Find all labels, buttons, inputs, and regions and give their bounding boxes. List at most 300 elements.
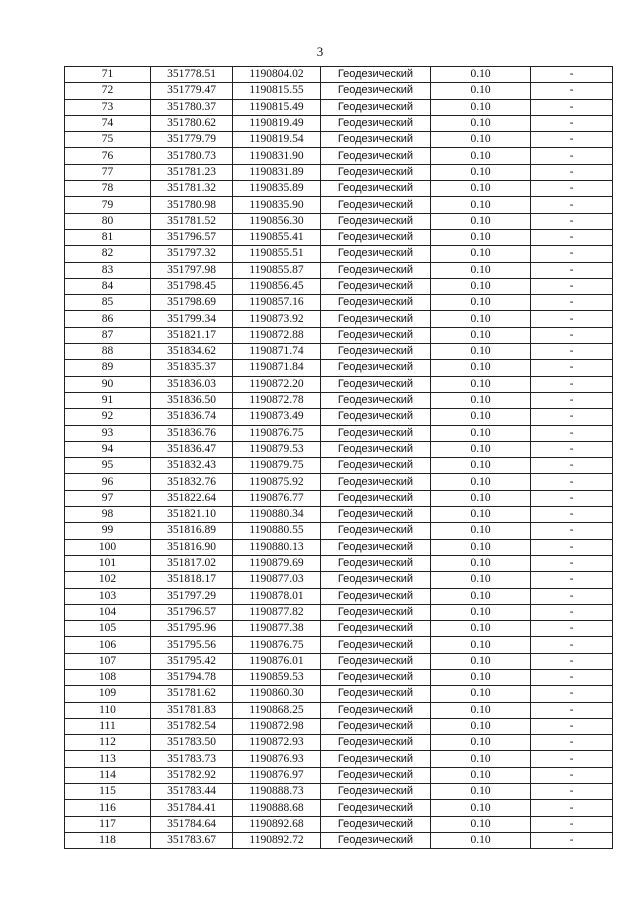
x-coordinate-cell: 351795.42: [151, 653, 233, 669]
description-cell: -: [531, 458, 613, 474]
description-cell: -: [531, 311, 613, 327]
y-coordinate-cell: 1190835.90: [233, 197, 321, 213]
accuracy-cell: 0.10: [431, 425, 531, 441]
point-number-cell: 102: [65, 572, 151, 588]
x-coordinate-cell: 351779.79: [151, 132, 233, 148]
x-coordinate-cell: 351836.50: [151, 392, 233, 408]
y-coordinate-cell: 1190815.49: [233, 99, 321, 115]
accuracy-cell: 0.10: [431, 99, 531, 115]
x-coordinate-cell: 351836.03: [151, 376, 233, 392]
x-coordinate-cell: 351784.41: [151, 800, 233, 816]
description-cell: -: [531, 327, 613, 343]
method-cell: Геодезический: [321, 653, 431, 669]
description-cell: -: [531, 148, 613, 164]
point-number-cell: 72: [65, 83, 151, 99]
x-coordinate-cell: 351778.51: [151, 67, 233, 83]
y-coordinate-cell: 1190856.45: [233, 278, 321, 294]
description-cell: -: [531, 425, 613, 441]
table-row: [65, 360, 613, 376]
method-cell: Геодезический: [321, 67, 431, 83]
accuracy-cell: 0.10: [431, 311, 531, 327]
accuracy-cell: 0.10: [431, 360, 531, 376]
x-coordinate-cell: 351781.32: [151, 181, 233, 197]
table-row: [65, 572, 613, 588]
description-cell: -: [531, 784, 613, 800]
accuracy-cell: 0.10: [431, 83, 531, 99]
method-cell: Геодезический: [321, 376, 431, 392]
method-cell: Геодезический: [321, 115, 431, 131]
x-coordinate-cell: 351780.62: [151, 115, 233, 131]
point-number-cell: 76: [65, 148, 151, 164]
method-cell: Геодезический: [321, 767, 431, 783]
table-row: [65, 816, 613, 832]
y-coordinate-cell: 1190859.53: [233, 669, 321, 685]
point-number-cell: 83: [65, 262, 151, 278]
accuracy-cell: 0.10: [431, 278, 531, 294]
point-number-cell: 73: [65, 99, 151, 115]
x-coordinate-cell: 351780.37: [151, 99, 233, 115]
table-row: [65, 164, 613, 180]
x-coordinate-cell: 351822.64: [151, 490, 233, 506]
method-cell: Геодезический: [321, 621, 431, 637]
x-coordinate-cell: 351832.76: [151, 474, 233, 490]
y-coordinate-cell: 1190855.87: [233, 262, 321, 278]
x-coordinate-cell: 351782.54: [151, 718, 233, 734]
x-coordinate-cell: 351781.23: [151, 164, 233, 180]
method-cell: Геодезический: [321, 392, 431, 408]
accuracy-cell: 0.10: [431, 197, 531, 213]
y-coordinate-cell: 1190876.93: [233, 751, 321, 767]
point-number-cell: 104: [65, 604, 151, 620]
point-number-cell: 114: [65, 767, 151, 783]
table-row: [65, 588, 613, 604]
y-coordinate-cell: 1190877.03: [233, 572, 321, 588]
accuracy-cell: 0.10: [431, 621, 531, 637]
method-cell: Геодезический: [321, 474, 431, 490]
description-cell: -: [531, 344, 613, 360]
accuracy-cell: 0.10: [431, 327, 531, 343]
y-coordinate-cell: 1190879.53: [233, 441, 321, 457]
coordinates-table: [64, 66, 613, 849]
table-row: [65, 99, 613, 115]
accuracy-cell: 0.10: [431, 637, 531, 653]
y-coordinate-cell: 1190876.97: [233, 767, 321, 783]
table-row: [65, 669, 613, 685]
table-row: [65, 344, 613, 360]
point-number-cell: 117: [65, 816, 151, 832]
y-coordinate-cell: 1190888.68: [233, 800, 321, 816]
accuracy-cell: 0.10: [431, 555, 531, 571]
y-coordinate-cell: 1190804.02: [233, 67, 321, 83]
table-row: [65, 67, 613, 83]
description-cell: -: [531, 164, 613, 180]
x-coordinate-cell: 351781.52: [151, 213, 233, 229]
description-cell: -: [531, 99, 613, 115]
accuracy-cell: 0.10: [431, 295, 531, 311]
method-cell: Геодезический: [321, 83, 431, 99]
table-row: [65, 686, 613, 702]
table-row: [65, 832, 613, 848]
point-number-cell: 81: [65, 229, 151, 245]
accuracy-cell: 0.10: [431, 229, 531, 245]
x-coordinate-cell: 351821.10: [151, 507, 233, 523]
accuracy-cell: 0.10: [431, 262, 531, 278]
accuracy-cell: 0.10: [431, 832, 531, 848]
point-number-cell: 108: [65, 669, 151, 685]
point-number-cell: 113: [65, 751, 151, 767]
y-coordinate-cell: 1190872.20: [233, 376, 321, 392]
method-cell: Геодезический: [321, 246, 431, 262]
y-coordinate-cell: 1190876.75: [233, 637, 321, 653]
description-cell: -: [531, 507, 613, 523]
table-row: [65, 702, 613, 718]
description-cell: -: [531, 278, 613, 294]
accuracy-cell: 0.10: [431, 164, 531, 180]
table-row: [65, 181, 613, 197]
x-coordinate-cell: 351797.98: [151, 262, 233, 278]
accuracy-cell: 0.10: [431, 376, 531, 392]
x-coordinate-cell: 351783.67: [151, 832, 233, 848]
table-row: [65, 278, 613, 294]
accuracy-cell: 0.10: [431, 669, 531, 685]
y-coordinate-cell: 1190876.01: [233, 653, 321, 669]
point-number-cell: 111: [65, 718, 151, 734]
x-coordinate-cell: 351795.96: [151, 621, 233, 637]
point-number-cell: 112: [65, 735, 151, 751]
accuracy-cell: 0.10: [431, 539, 531, 555]
point-number-cell: 99: [65, 523, 151, 539]
y-coordinate-cell: 1190855.51: [233, 246, 321, 262]
y-coordinate-cell: 1190868.25: [233, 702, 321, 718]
point-number-cell: 100: [65, 539, 151, 555]
y-coordinate-cell: 1190872.93: [233, 735, 321, 751]
x-coordinate-cell: 351818.17: [151, 572, 233, 588]
x-coordinate-cell: 351836.76: [151, 425, 233, 441]
accuracy-cell: 0.10: [431, 523, 531, 539]
table-row: [65, 392, 613, 408]
method-cell: Геодезический: [321, 686, 431, 702]
accuracy-cell: 0.10: [431, 132, 531, 148]
description-cell: -: [531, 376, 613, 392]
x-coordinate-cell: 351797.29: [151, 588, 233, 604]
accuracy-cell: 0.10: [431, 588, 531, 604]
accuracy-cell: 0.10: [431, 751, 531, 767]
accuracy-cell: 0.10: [431, 572, 531, 588]
method-cell: Геодезический: [321, 278, 431, 294]
point-number-cell: 98: [65, 507, 151, 523]
x-coordinate-cell: 351783.44: [151, 784, 233, 800]
y-coordinate-cell: 1190857.16: [233, 295, 321, 311]
y-coordinate-cell: 1190872.78: [233, 392, 321, 408]
method-cell: Геодезический: [321, 816, 431, 832]
description-cell: -: [531, 751, 613, 767]
accuracy-cell: 0.10: [431, 148, 531, 164]
method-cell: Геодезический: [321, 735, 431, 751]
y-coordinate-cell: 1190880.34: [233, 507, 321, 523]
method-cell: Геодезический: [321, 555, 431, 571]
x-coordinate-cell: 351816.90: [151, 539, 233, 555]
y-coordinate-cell: 1190819.54: [233, 132, 321, 148]
method-cell: Геодезический: [321, 295, 431, 311]
point-number-cell: 85: [65, 295, 151, 311]
accuracy-cell: 0.10: [431, 816, 531, 832]
x-coordinate-cell: 351796.57: [151, 604, 233, 620]
point-number-cell: 92: [65, 409, 151, 425]
y-coordinate-cell: 1190873.92: [233, 311, 321, 327]
x-coordinate-cell: 351836.47: [151, 441, 233, 457]
x-coordinate-cell: 351798.45: [151, 278, 233, 294]
method-cell: Геодезический: [321, 197, 431, 213]
table-row: [65, 718, 613, 734]
y-coordinate-cell: 1190878.01: [233, 588, 321, 604]
accuracy-cell: 0.10: [431, 767, 531, 783]
point-number-cell: 77: [65, 164, 151, 180]
table-row: [65, 474, 613, 490]
description-cell: -: [531, 197, 613, 213]
x-coordinate-cell: 351795.56: [151, 637, 233, 653]
table-row: [65, 507, 613, 523]
y-coordinate-cell: 1190871.84: [233, 360, 321, 376]
description-cell: -: [531, 409, 613, 425]
x-coordinate-cell: 351797.32: [151, 246, 233, 262]
point-number-cell: 71: [65, 67, 151, 83]
x-coordinate-cell: 351834.62: [151, 344, 233, 360]
table-row: [65, 784, 613, 800]
description-cell: -: [531, 572, 613, 588]
table-row: [65, 295, 613, 311]
table-row: [65, 327, 613, 343]
table-row: [65, 425, 613, 441]
description-cell: -: [531, 115, 613, 131]
x-coordinate-cell: 351798.69: [151, 295, 233, 311]
y-coordinate-cell: 1190831.89: [233, 164, 321, 180]
table-row: [65, 229, 613, 245]
page-number: 3: [316, 44, 324, 59]
y-coordinate-cell: 1190880.55: [233, 523, 321, 539]
y-coordinate-cell: 1190873.49: [233, 409, 321, 425]
point-number-cell: 106: [65, 637, 151, 653]
point-number-cell: 84: [65, 278, 151, 294]
point-number-cell: 118: [65, 832, 151, 848]
description-cell: -: [531, 718, 613, 734]
x-coordinate-cell: 351836.74: [151, 409, 233, 425]
point-number-cell: 79: [65, 197, 151, 213]
description-cell: -: [531, 213, 613, 229]
x-coordinate-cell: 351796.57: [151, 229, 233, 245]
description-cell: -: [531, 621, 613, 637]
method-cell: Геодезический: [321, 425, 431, 441]
method-cell: Геодезический: [321, 539, 431, 555]
x-coordinate-cell: 351835.37: [151, 360, 233, 376]
table-row: [65, 148, 613, 164]
point-number-cell: 88: [65, 344, 151, 360]
table-row: [65, 115, 613, 131]
method-cell: Геодезический: [321, 507, 431, 523]
y-coordinate-cell: 1190876.75: [233, 425, 321, 441]
method-cell: Геодезический: [321, 229, 431, 245]
method-cell: Геодезический: [321, 164, 431, 180]
y-coordinate-cell: 1190876.77: [233, 490, 321, 506]
table-row: [65, 555, 613, 571]
description-cell: -: [531, 441, 613, 457]
x-coordinate-cell: 351781.83: [151, 702, 233, 718]
accuracy-cell: 0.10: [431, 653, 531, 669]
table-row: [65, 637, 613, 653]
point-number-cell: 96: [65, 474, 151, 490]
description-cell: -: [531, 767, 613, 783]
point-number-cell: 89: [65, 360, 151, 376]
method-cell: Геодезический: [321, 784, 431, 800]
point-number-cell: 75: [65, 132, 151, 148]
y-coordinate-cell: 1190877.82: [233, 604, 321, 620]
y-coordinate-cell: 1190892.72: [233, 832, 321, 848]
point-number-cell: 109: [65, 686, 151, 702]
y-coordinate-cell: 1190880.13: [233, 539, 321, 555]
table-row: [65, 197, 613, 213]
table-row: [65, 621, 613, 637]
accuracy-cell: 0.10: [431, 441, 531, 457]
description-cell: -: [531, 832, 613, 848]
table-row: [65, 409, 613, 425]
y-coordinate-cell: 1190835.89: [233, 181, 321, 197]
accuracy-cell: 0.10: [431, 686, 531, 702]
accuracy-cell: 0.10: [431, 507, 531, 523]
description-cell: -: [531, 735, 613, 751]
point-number-cell: 110: [65, 702, 151, 718]
accuracy-cell: 0.10: [431, 490, 531, 506]
y-coordinate-cell: 1190877.38: [233, 621, 321, 637]
accuracy-cell: 0.10: [431, 735, 531, 751]
method-cell: Геодезический: [321, 441, 431, 457]
description-cell: -: [531, 523, 613, 539]
method-cell: Геодезический: [321, 490, 431, 506]
y-coordinate-cell: 1190856.30: [233, 213, 321, 229]
x-coordinate-cell: 351783.50: [151, 735, 233, 751]
y-coordinate-cell: 1190860.30: [233, 686, 321, 702]
y-coordinate-cell: 1190871.74: [233, 344, 321, 360]
table-row: [65, 213, 613, 229]
method-cell: Геодезический: [321, 181, 431, 197]
description-cell: -: [531, 229, 613, 245]
accuracy-cell: 0.10: [431, 181, 531, 197]
point-number-cell: 101: [65, 555, 151, 571]
point-number-cell: 107: [65, 653, 151, 669]
method-cell: Геодезический: [321, 702, 431, 718]
accuracy-cell: 0.10: [431, 246, 531, 262]
accuracy-cell: 0.10: [431, 115, 531, 131]
point-number-cell: 103: [65, 588, 151, 604]
y-coordinate-cell: 1190819.49: [233, 115, 321, 131]
point-number-cell: 95: [65, 458, 151, 474]
x-coordinate-cell: 351779.47: [151, 83, 233, 99]
accuracy-cell: 0.10: [431, 458, 531, 474]
description-cell: -: [531, 490, 613, 506]
description-cell: -: [531, 262, 613, 278]
accuracy-cell: 0.10: [431, 784, 531, 800]
method-cell: Геодезический: [321, 99, 431, 115]
description-cell: -: [531, 360, 613, 376]
description-cell: -: [531, 539, 613, 555]
point-number-cell: 93: [65, 425, 151, 441]
x-coordinate-cell: 351799.34: [151, 311, 233, 327]
table-row: [65, 132, 613, 148]
description-cell: -: [531, 604, 613, 620]
table-row: [65, 735, 613, 751]
description-cell: -: [531, 653, 613, 669]
point-number-cell: 86: [65, 311, 151, 327]
x-coordinate-cell: 351780.98: [151, 197, 233, 213]
method-cell: Геодезический: [321, 751, 431, 767]
table-row: [65, 539, 613, 555]
table-row: [65, 751, 613, 767]
method-cell: Геодезический: [321, 409, 431, 425]
accuracy-cell: 0.10: [431, 409, 531, 425]
description-cell: -: [531, 67, 613, 83]
x-coordinate-cell: 351816.89: [151, 523, 233, 539]
table-row: [65, 653, 613, 669]
method-cell: Геодезический: [321, 132, 431, 148]
description-cell: -: [531, 392, 613, 408]
y-coordinate-cell: 1190892.68: [233, 816, 321, 832]
accuracy-cell: 0.10: [431, 718, 531, 734]
point-number-cell: 74: [65, 115, 151, 131]
table-row: [65, 246, 613, 262]
description-cell: -: [531, 181, 613, 197]
table-row: [65, 604, 613, 620]
x-coordinate-cell: 351794.78: [151, 669, 233, 685]
y-coordinate-cell: 1190872.98: [233, 718, 321, 734]
y-coordinate-cell: 1190879.75: [233, 458, 321, 474]
point-number-cell: 94: [65, 441, 151, 457]
method-cell: Геодезический: [321, 262, 431, 278]
point-number-cell: 97: [65, 490, 151, 506]
y-coordinate-cell: 1190879.69: [233, 555, 321, 571]
y-coordinate-cell: 1190815.55: [233, 83, 321, 99]
table-row: [65, 458, 613, 474]
method-cell: Геодезический: [321, 669, 431, 685]
accuracy-cell: 0.10: [431, 392, 531, 408]
table-row: [65, 262, 613, 278]
x-coordinate-cell: 351783.73: [151, 751, 233, 767]
point-number-cell: 78: [65, 181, 151, 197]
accuracy-cell: 0.10: [431, 702, 531, 718]
point-number-cell: 105: [65, 621, 151, 637]
table-row: [65, 767, 613, 783]
method-cell: Геодезический: [321, 718, 431, 734]
x-coordinate-cell: 351782.92: [151, 767, 233, 783]
accuracy-cell: 0.10: [431, 213, 531, 229]
description-cell: -: [531, 295, 613, 311]
point-number-cell: 87: [65, 327, 151, 343]
method-cell: Геодезический: [321, 344, 431, 360]
description-cell: -: [531, 669, 613, 685]
accuracy-cell: 0.10: [431, 474, 531, 490]
description-cell: -: [531, 588, 613, 604]
method-cell: Геодезический: [321, 458, 431, 474]
table-row: [65, 441, 613, 457]
x-coordinate-cell: 351780.73: [151, 148, 233, 164]
y-coordinate-cell: 1190831.90: [233, 148, 321, 164]
accuracy-cell: 0.10: [431, 604, 531, 620]
description-cell: -: [531, 800, 613, 816]
description-cell: -: [531, 816, 613, 832]
method-cell: Геодезический: [321, 637, 431, 653]
table-row: [65, 490, 613, 506]
y-coordinate-cell: 1190855.41: [233, 229, 321, 245]
table-row: [65, 311, 613, 327]
description-cell: -: [531, 637, 613, 653]
method-cell: Геодезический: [321, 327, 431, 343]
